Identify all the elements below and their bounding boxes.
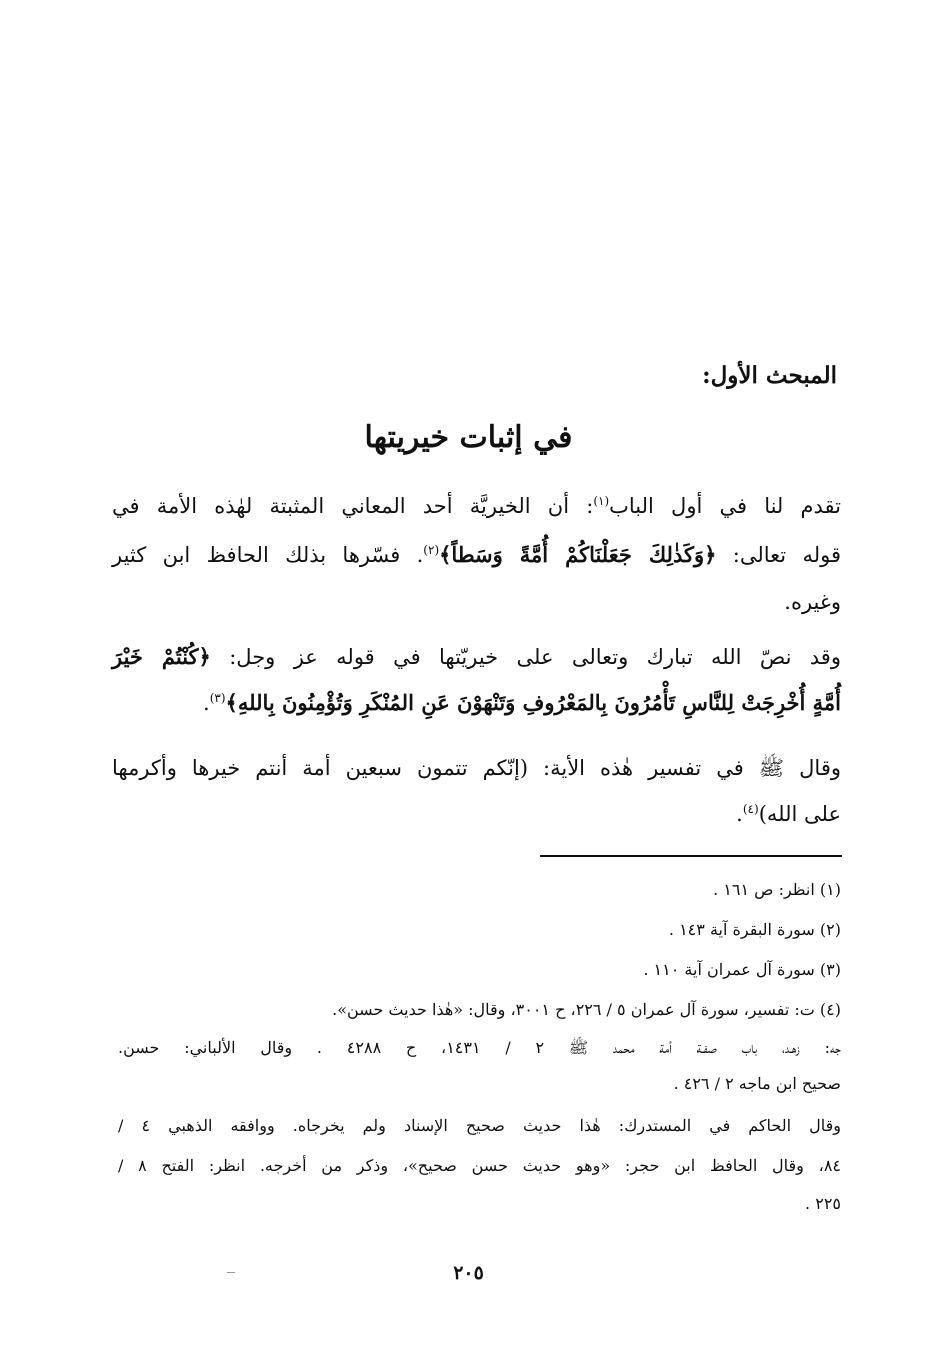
paragraph-1-line-1	[112, 494, 841, 518]
footnote-ref-3: (٣)	[209, 691, 226, 705]
footnote-ref-1: (١)	[593, 494, 610, 508]
paragraph-1-line-3: وغيره.	[784, 590, 841, 614]
footnote-separator	[540, 855, 842, 857]
footnote-3: (٣) سورة آل عمران آية ١١٠ .	[643, 960, 841, 979]
footnote-4-line-2: جه: زهـد، باب صفـة أمة محمد ﷺ ٢ / ١٤٣١، ح ٤٢٨٨ . وقال الألباني: حسن.	[118, 1038, 842, 1057]
paragraph-1-line-2	[112, 542, 841, 567]
text-run: .	[736, 802, 743, 826]
section-label: المبحث الأول:	[702, 362, 837, 389]
text-run: وقد نصّ الله تبارك وتعالى على خيريّتها في قوله عز وجل:	[210, 645, 841, 669]
text-run: تقدم لنا في أول الباب	[609, 494, 842, 518]
scan-speck	[227, 1272, 235, 1273]
footnote-1: (١) انظر: ص ١٦١ .	[713, 880, 841, 899]
footnote-4-line-3: صحيح ابن ماجه ٢ / ٤٢٦ .	[673, 1074, 841, 1093]
text-run: : أن الخيريَّة أحد المعاني المثبتة لهٰذه الأمة في	[112, 494, 594, 518]
footnote-ref-4: (٤)	[742, 802, 759, 816]
text-run: على الله)	[758, 802, 841, 826]
footnote-4-line-5: ٨٤، وقال الحافظ ابن حجر: «وهو حديث حسن صحيح»، وذكر من أخرجه. انظر: الفتح ٨ /	[118, 1156, 842, 1175]
quran-verse: أُمَّةٍ أُخْرِجَتْ لِلنَّاسِ تَأْمُرُونَ بِالمَعْرُوفِ وَتَنْهَوْنَ عَنِ المُنْكَرِ وَتُؤْمِنُونَ بِاللهِ﴾	[225, 690, 841, 715]
footnote-4-line-6: ٢٢٥ .	[805, 1194, 841, 1213]
page-number: ٢٠٥	[453, 1262, 484, 1284]
paragraph-3-line-1: وقال ﷺ في تفسير هٰذه الأية: (إنّكم تتمون سبعين أمة أنتم خيرها وأكرمها	[112, 756, 841, 780]
footnote-2: (٢) سورة البقرة آية ١٤٣ .	[668, 920, 841, 939]
paragraph-3-line-2	[736, 802, 841, 826]
footnote-ref-2: (٢)	[423, 543, 440, 557]
footnote-4-line-4: وقال الحاكم في المستدرك: هٰذا حديث صحيح الإسناد ولم يخرجاه. ووافقه الذهبي ٤ /	[118, 1116, 841, 1135]
quran-verse: ﴿وَكَذٰلِكَ جَعَلْنَاكُمْ أُمَّةً وَسَطاً﴾	[439, 542, 717, 567]
paragraph-2-line-2	[203, 690, 841, 715]
paragraph-2-line-1	[112, 644, 841, 669]
footnote-4-line-1: (٤) ت: تفسير، سورة آل عمران ٥ / ٢٢٦، ح ٣٠٠١، وقال: «هٰذا حديث حسن».	[332, 1000, 841, 1019]
text-run: . فسّرها بذلك الحافظ ابن كثير	[112, 543, 424, 567]
quran-verse: ﴿كُنْتُمْ خَيْرَ	[112, 644, 211, 669]
section-title: في إثبات خيريتها	[364, 420, 573, 455]
text-run: قوله تعالى:	[716, 543, 842, 567]
text-run: .	[203, 691, 210, 715]
